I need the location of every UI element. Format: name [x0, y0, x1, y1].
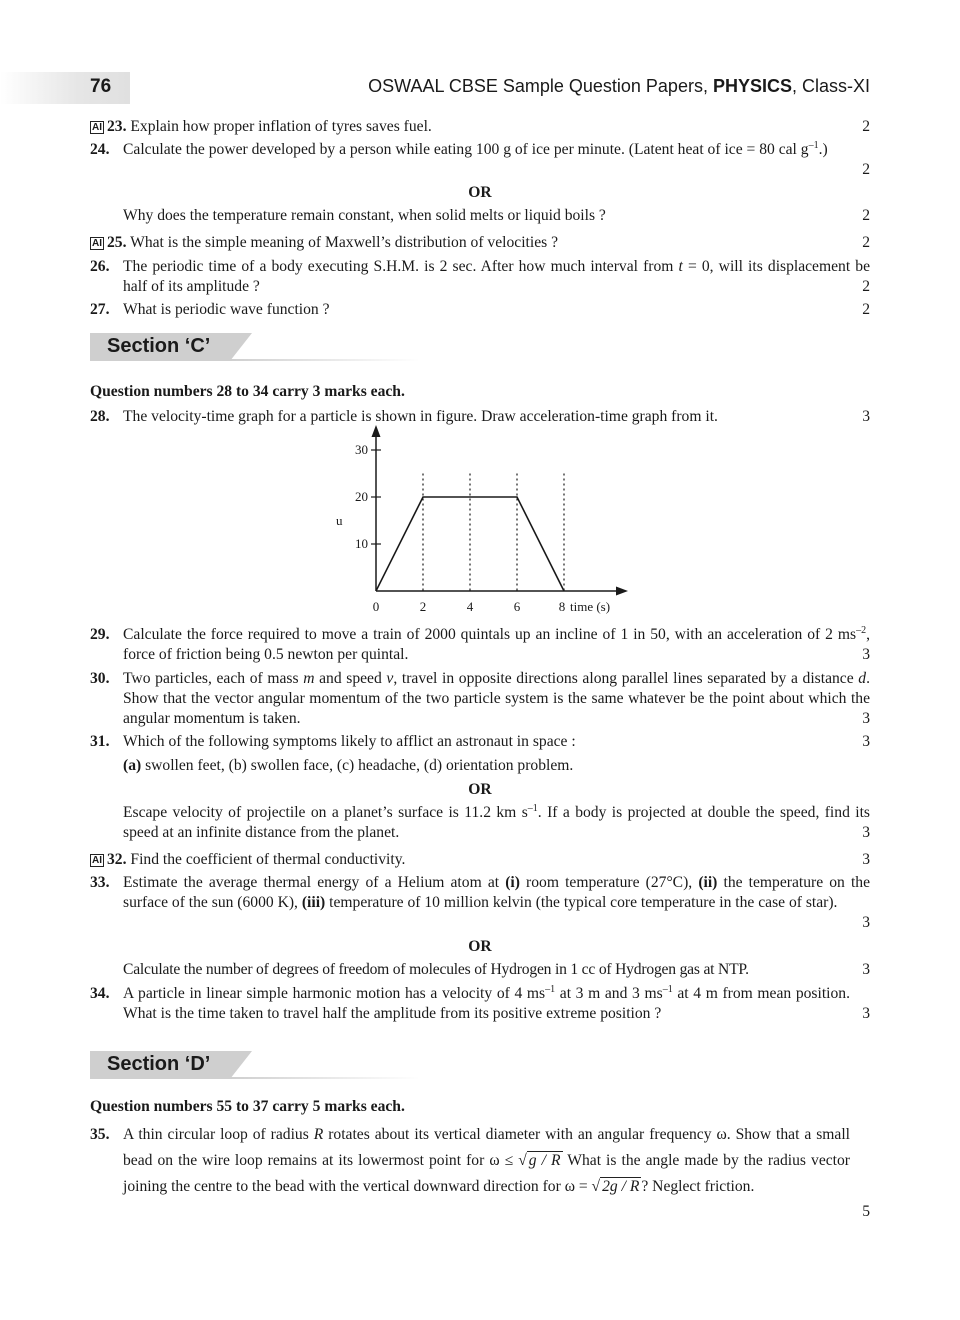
section-c-banner: [90, 333, 420, 361]
question-text: [123, 873, 870, 913]
question-34: [90, 984, 870, 1024]
question-text: The velocity-time graph for a particle is shown in figure. Draw acceleration-time graph from it.: [123, 408, 718, 425]
marks: 3: [862, 710, 870, 727]
formula-lhs: ω =: [564, 1178, 592, 1195]
section-instruction: Question numbers 28 to 34 carry 3 marks each.: [90, 383, 405, 400]
question-number: 30.: [90, 670, 110, 687]
velocity-time-graph: [320, 425, 640, 620]
text: .): [818, 141, 828, 158]
formula-radicand: g / R: [528, 1152, 561, 1169]
question-number: 34.: [90, 985, 110, 1002]
question-26: [90, 257, 870, 297]
question-number: 24.: [90, 141, 110, 158]
marks: 5: [862, 1203, 870, 1220]
banner-rule: [230, 1077, 420, 1079]
ai-badge-icon: AI: [92, 855, 102, 866]
formula-omega-eq: ω = √ 2g / R: [564, 1178, 640, 1195]
variable: v: [386, 670, 394, 687]
question-text: [123, 669, 870, 729]
text: = 0, will its displacement be half of its amplitude ?: [123, 258, 870, 295]
item-label: (iii): [301, 894, 326, 911]
question-number: 29.: [90, 626, 110, 643]
text: the temperature on the surface of the sun (6000 K),: [123, 874, 871, 911]
question-23: [90, 117, 870, 137]
text: ? Neglect friction.: [641, 1178, 755, 1195]
question-number: 27.: [90, 301, 110, 318]
superscript: –2: [856, 624, 867, 636]
question-text: [123, 257, 870, 297]
ai-badge-icon: AI: [92, 122, 102, 133]
question-32: [90, 850, 870, 870]
superscript: –1: [662, 983, 673, 995]
text: Escape velocity of projectile on a planet’s surface is 11.2 km s: [123, 804, 528, 821]
header-subject: PHYSICS: [712, 76, 792, 96]
x-axis-label: time (s): [570, 599, 611, 614]
section-d-banner: [90, 1051, 420, 1079]
text: A particle in linear simple harmonic motion has a velocity of 4 ms: [123, 985, 546, 1002]
text: . Show that the vector angular momentum of the two particle system is the same whatever be the point about which the angular momentum is taken.: [123, 670, 870, 727]
text: room temperature (27°C),: [519, 874, 699, 891]
text: Two particles, each of mass: [123, 670, 304, 687]
superscript: –1: [808, 139, 819, 151]
text: , travel in opposite directions along parallel lines separated by a distance: [393, 670, 859, 687]
or-divider: OR: [468, 938, 492, 955]
section-title: Section ‘D’: [107, 1053, 211, 1075]
question-number: 26.: [90, 258, 110, 275]
header-class: , Class-XI: [791, 76, 870, 96]
section-title: Section ‘C’: [107, 335, 211, 357]
variable: R: [313, 1126, 324, 1143]
alternative-question: [123, 803, 870, 843]
marks: 3: [862, 914, 870, 931]
text: , force of friction being 0.5 newton per quintal.: [123, 626, 870, 663]
page-number: 76: [90, 76, 112, 97]
marks: 2: [862, 161, 870, 178]
question-text: [123, 1122, 850, 1200]
y-axis-label: u: [336, 513, 343, 528]
marks: 3: [862, 1005, 870, 1022]
y-tick-label: 30: [355, 442, 368, 457]
x-tick-label: 0: [372, 599, 380, 614]
alternative-question: Calculate the number of degrees of freedom of molecules of Hydrogen in 1 cc of Hydrogen gas at NTP.: [123, 961, 749, 978]
or-divider: OR: [468, 781, 492, 798]
marks: 3: [862, 646, 870, 663]
item-label: (ii): [698, 874, 718, 891]
marks: 3: [862, 733, 870, 750]
banner-edge: [230, 1051, 252, 1079]
x-tick-label: 8: [558, 599, 566, 614]
question-text: [123, 140, 850, 160]
question-28: [90, 407, 870, 427]
text: Calculate the force required to move a train of 2000 quintals up an incline of 1 in 50, with an acceleration of 2 ms: [123, 626, 857, 643]
variable: d: [858, 670, 867, 687]
x-tick-label: 6: [513, 599, 521, 614]
text: The periodic time of a body executing S.H.M. is 2 sec. After how much interval from: [123, 258, 679, 275]
marks: 3: [862, 961, 870, 978]
text: Calculate the power developed by a person while eating 100 g of ice per minute. (Latent heat of ice = 80 cal g: [123, 141, 809, 158]
question-text: Find the coefficient of thermal conductivity.: [130, 851, 406, 868]
options-text: swollen feet, (b) swollen face, (c) headache, (d) orientation problem.: [141, 757, 574, 774]
text: A thin circular loop of radius: [123, 1126, 314, 1143]
marks: 3: [862, 851, 870, 868]
marks: 2: [862, 278, 870, 295]
variable: t: [678, 258, 683, 275]
or-divider: OR: [468, 184, 492, 201]
text: at 4 m from mean position. What is the time taken to travel half the amplitude from its positive extreme position ?: [123, 985, 850, 1022]
question-number: 28.: [90, 408, 110, 425]
question-24: [90, 140, 870, 160]
formula-radicand: 2g / R: [602, 1178, 640, 1195]
question-number: 23.: [107, 118, 127, 135]
question-text: Which of the following symptoms likely to afflict an astronaut in space :: [123, 733, 576, 750]
marks: 2: [862, 301, 870, 318]
text: temperature of 10 million kelvin (the typical core temperature in the case of star).: [325, 894, 838, 911]
text: and speed: [314, 670, 387, 687]
question-29: [90, 625, 870, 665]
header-title: OSWAAL CBSE Sample Question Papers,: [368, 76, 713, 96]
ai-badge-icon: AI: [92, 238, 102, 249]
variable: m: [303, 670, 315, 687]
banner-edge: [230, 333, 252, 361]
text: . If a body is projected at double the speed, find its speed at an infinite distance from the planet.: [123, 804, 870, 841]
marks: 3: [862, 824, 870, 841]
question-options: [123, 756, 870, 776]
superscript: –1: [527, 802, 538, 814]
formula-lhs: ω ≤: [489, 1152, 519, 1169]
x-tick-label: 2: [419, 599, 427, 614]
alternative-question: Why does the temperature remain constant, when solid melts or liquid boils ?: [123, 207, 606, 224]
text: Estimate the average thermal energy of a Helium atom at: [123, 874, 506, 891]
question-33: [90, 873, 870, 913]
question-31: [90, 732, 870, 752]
superscript: –1: [545, 983, 556, 995]
question-number: 31.: [90, 733, 110, 750]
marks: 2: [862, 207, 870, 224]
question-30: [90, 669, 870, 729]
marks: 2: [862, 234, 870, 251]
question-35: [90, 1122, 870, 1200]
question-number: 32.: [107, 851, 127, 868]
banner-rule: [230, 359, 420, 361]
section-instruction: Question numbers 55 to 37 carry 5 marks each.: [90, 1098, 405, 1115]
question-text: What is the simple meaning of Maxwell’s distribution of velocities ?: [130, 234, 559, 251]
text: at 3 m and 3 ms: [555, 985, 663, 1002]
item-label: (i): [505, 874, 520, 891]
y-tick-label: 10: [355, 536, 368, 551]
question-text: [123, 625, 870, 665]
y-tick-label: 20: [355, 489, 368, 504]
formula-omega-le: ω ≤ √ g / R: [489, 1152, 561, 1169]
marks: 2: [862, 118, 870, 135]
marks: 3: [862, 408, 870, 425]
question-text: What is periodic wave function ?: [123, 301, 330, 318]
running-header: [368, 76, 870, 97]
text: rotates about its vertical diameter with an angular frequency ω. Show that a small bead on the wire loop remains at its lowermost point for: [123, 1126, 851, 1169]
question-number: 25.: [107, 234, 127, 251]
question-text: Explain how proper inflation of tyres saves fuel.: [130, 118, 432, 135]
question-27: [90, 300, 870, 320]
text: What is the angle made by the radius vector joining the centre to the bead with the vertical downward direction for: [123, 1152, 850, 1195]
question-number: 33.: [90, 874, 110, 891]
x-tick-label: 4: [466, 599, 474, 614]
option-label: (a): [123, 757, 142, 774]
question-25: [90, 233, 870, 253]
question-number: 35.: [90, 1126, 110, 1143]
question-text: [123, 984, 850, 1024]
